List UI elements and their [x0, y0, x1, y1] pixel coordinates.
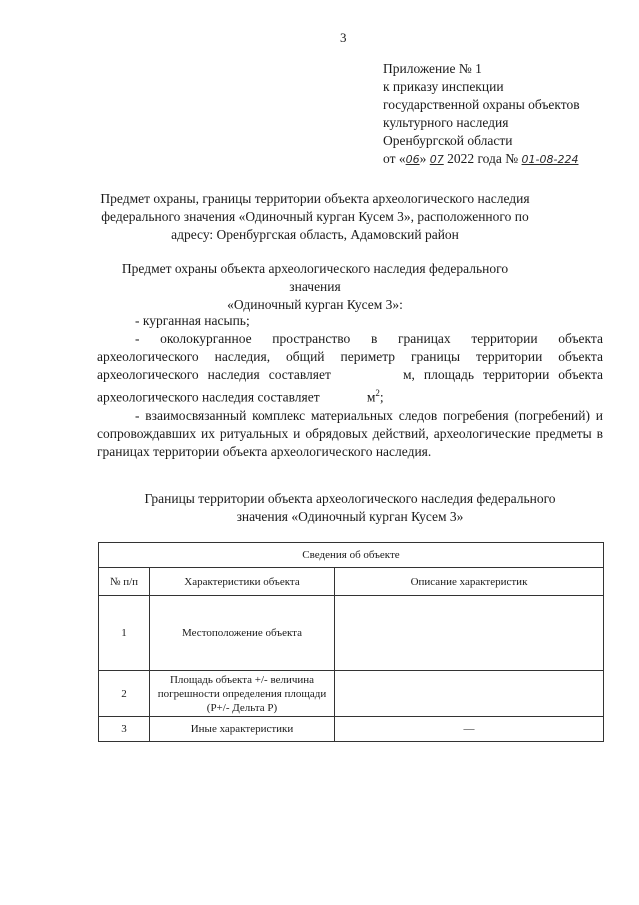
- appendix-line-1: Приложение № 1: [383, 61, 482, 76]
- row-number: 1: [99, 596, 150, 671]
- row-number: 2: [99, 671, 150, 717]
- list-item-mound: - курганная насыпь;: [135, 313, 250, 328]
- table-caption: Сведения об объекте: [99, 543, 604, 568]
- table-row: [99, 596, 604, 671]
- borders-line-2: значения «Одиночный курган Кусем 3»: [236, 509, 464, 524]
- header-characteristic: Характеристики объекта: [150, 568, 335, 596]
- handwritten-month: 07: [429, 153, 444, 166]
- space-text-b: м, площадь территории объекта археологического наследия составляет: [97, 367, 603, 405]
- list-item-space: [97, 330, 603, 407]
- list-item-complex: - взаимосвязанный комплекс материальных следов погребения (погребений) и сопровождавших их ритуальных и обрядовых действий, археологические предметы в границах территории объекта археологического наследия.: [97, 407, 603, 459]
- page-number: 3: [340, 30, 347, 45]
- protection-subject-list: [97, 312, 603, 461]
- title-line-1: Предмет охраны, границы территории объекта археологического наследия: [100, 191, 530, 206]
- header-description: Описание характеристик: [335, 568, 604, 596]
- appendix-line-5: Оренбургской области: [383, 133, 513, 148]
- row-description: [335, 671, 604, 717]
- area-unit-sup: 2: [375, 388, 380, 398]
- protection-subject-heading: [95, 260, 535, 314]
- object-info-table: [98, 542, 604, 742]
- row-characteristic: Местоположение объекта: [150, 596, 335, 671]
- row-description: —: [335, 717, 604, 742]
- borders-heading: [95, 490, 605, 526]
- title-line-2: федерального значения «Одиночный курган Кусем 3», расположенного по: [101, 209, 529, 224]
- row-description: [335, 596, 604, 671]
- date-prefix: от «: [383, 151, 406, 166]
- appendix-line-2: к приказу инспекции: [383, 79, 504, 94]
- space-text-end: ;: [379, 389, 384, 405]
- appendix-date-line: [383, 150, 580, 169]
- row-characteristic: Площадь объекта +/- величина погрешности определения площади (P+/- Дельта P): [150, 671, 335, 717]
- title-line-3: адресу: Оренбургская область, Адамовский район: [171, 227, 459, 242]
- header-number: № п/п: [99, 568, 150, 596]
- subject-line-2: «Одиночный курган Кусем 3»:: [227, 297, 403, 312]
- subject-line-1: Предмет охраны объекта археологического наследия федерального значения: [121, 261, 509, 294]
- space-text-a: - околокурганное пространство в границах территории объекта археологического наследия, общий периметр границы территории объекта археологического наследия составляет: [97, 331, 603, 382]
- table-row: [99, 671, 604, 717]
- date-year-text: 2022 года №: [447, 151, 519, 166]
- date-month-sep: »: [419, 151, 427, 166]
- appendix-block: [383, 60, 580, 169]
- row-characteristic: Иные характеристики: [150, 717, 335, 742]
- appendix-line-3: государственной охраны объектов: [383, 97, 580, 112]
- handwritten-order-number: 01-08-224: [521, 153, 579, 166]
- borders-line-1: Границы территории объекта археологического наследия федерального: [144, 491, 556, 506]
- row-number: 3: [99, 717, 150, 742]
- handwritten-day: 06: [405, 153, 420, 166]
- table-row: [99, 717, 604, 742]
- table-caption-row: [99, 543, 604, 568]
- table-header-row: [99, 568, 604, 596]
- appendix-line-4: культурного наследия: [383, 115, 509, 130]
- document-title: [95, 190, 535, 244]
- area-unit: м: [366, 389, 376, 405]
